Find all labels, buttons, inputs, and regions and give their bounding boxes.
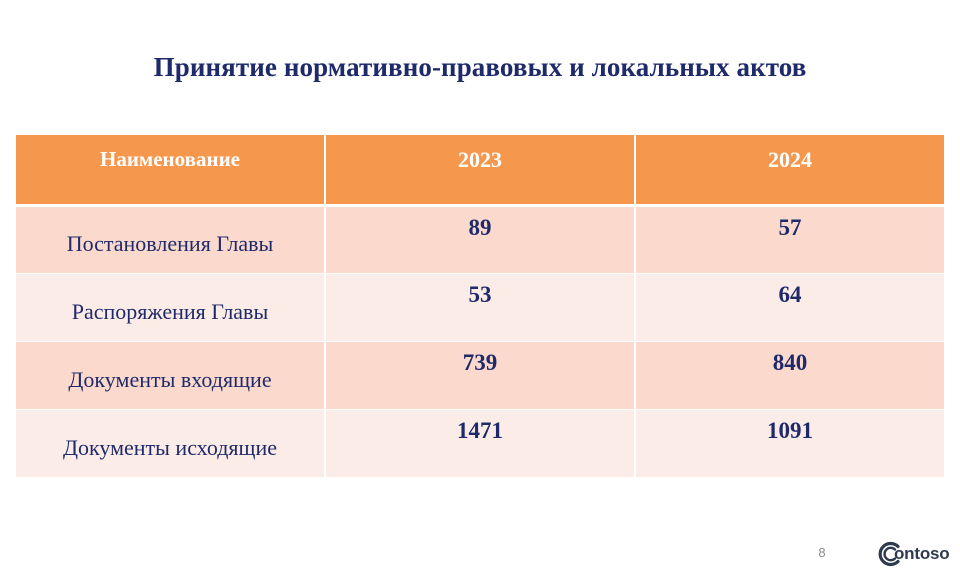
value-2024: 64 xyxy=(635,273,944,341)
slide-title: Принятие нормативно-правовых и локальных актов xyxy=(153,52,807,82)
logo-text: ontoso xyxy=(894,544,950,563)
value-2023: 53 xyxy=(325,273,635,341)
value-2023: 89 xyxy=(325,205,635,273)
value-2023: 1471 xyxy=(325,409,635,477)
table-header-row xyxy=(16,135,944,205)
value-2024: 1091 xyxy=(635,409,944,477)
contoso-logo xyxy=(874,537,949,571)
row-name: Постановления Главы xyxy=(16,205,325,273)
value-2024: 840 xyxy=(635,341,944,409)
table-row xyxy=(16,205,944,273)
table-row xyxy=(16,341,944,409)
value-2024: 57 xyxy=(635,205,944,273)
value-2023: 739 xyxy=(325,341,635,409)
column-header-name: Наименование xyxy=(16,135,325,205)
column-header-2023: 2023 xyxy=(325,135,635,205)
table-row xyxy=(16,273,944,341)
row-name: Документы входящие xyxy=(16,341,325,409)
row-name: Распоряжения Главы xyxy=(16,273,325,341)
acts-table xyxy=(16,135,944,477)
page-number: 8 xyxy=(818,545,826,560)
table-row xyxy=(16,409,944,477)
column-header-2024: 2024 xyxy=(635,135,944,205)
row-name: Документы исходящие xyxy=(16,409,325,477)
